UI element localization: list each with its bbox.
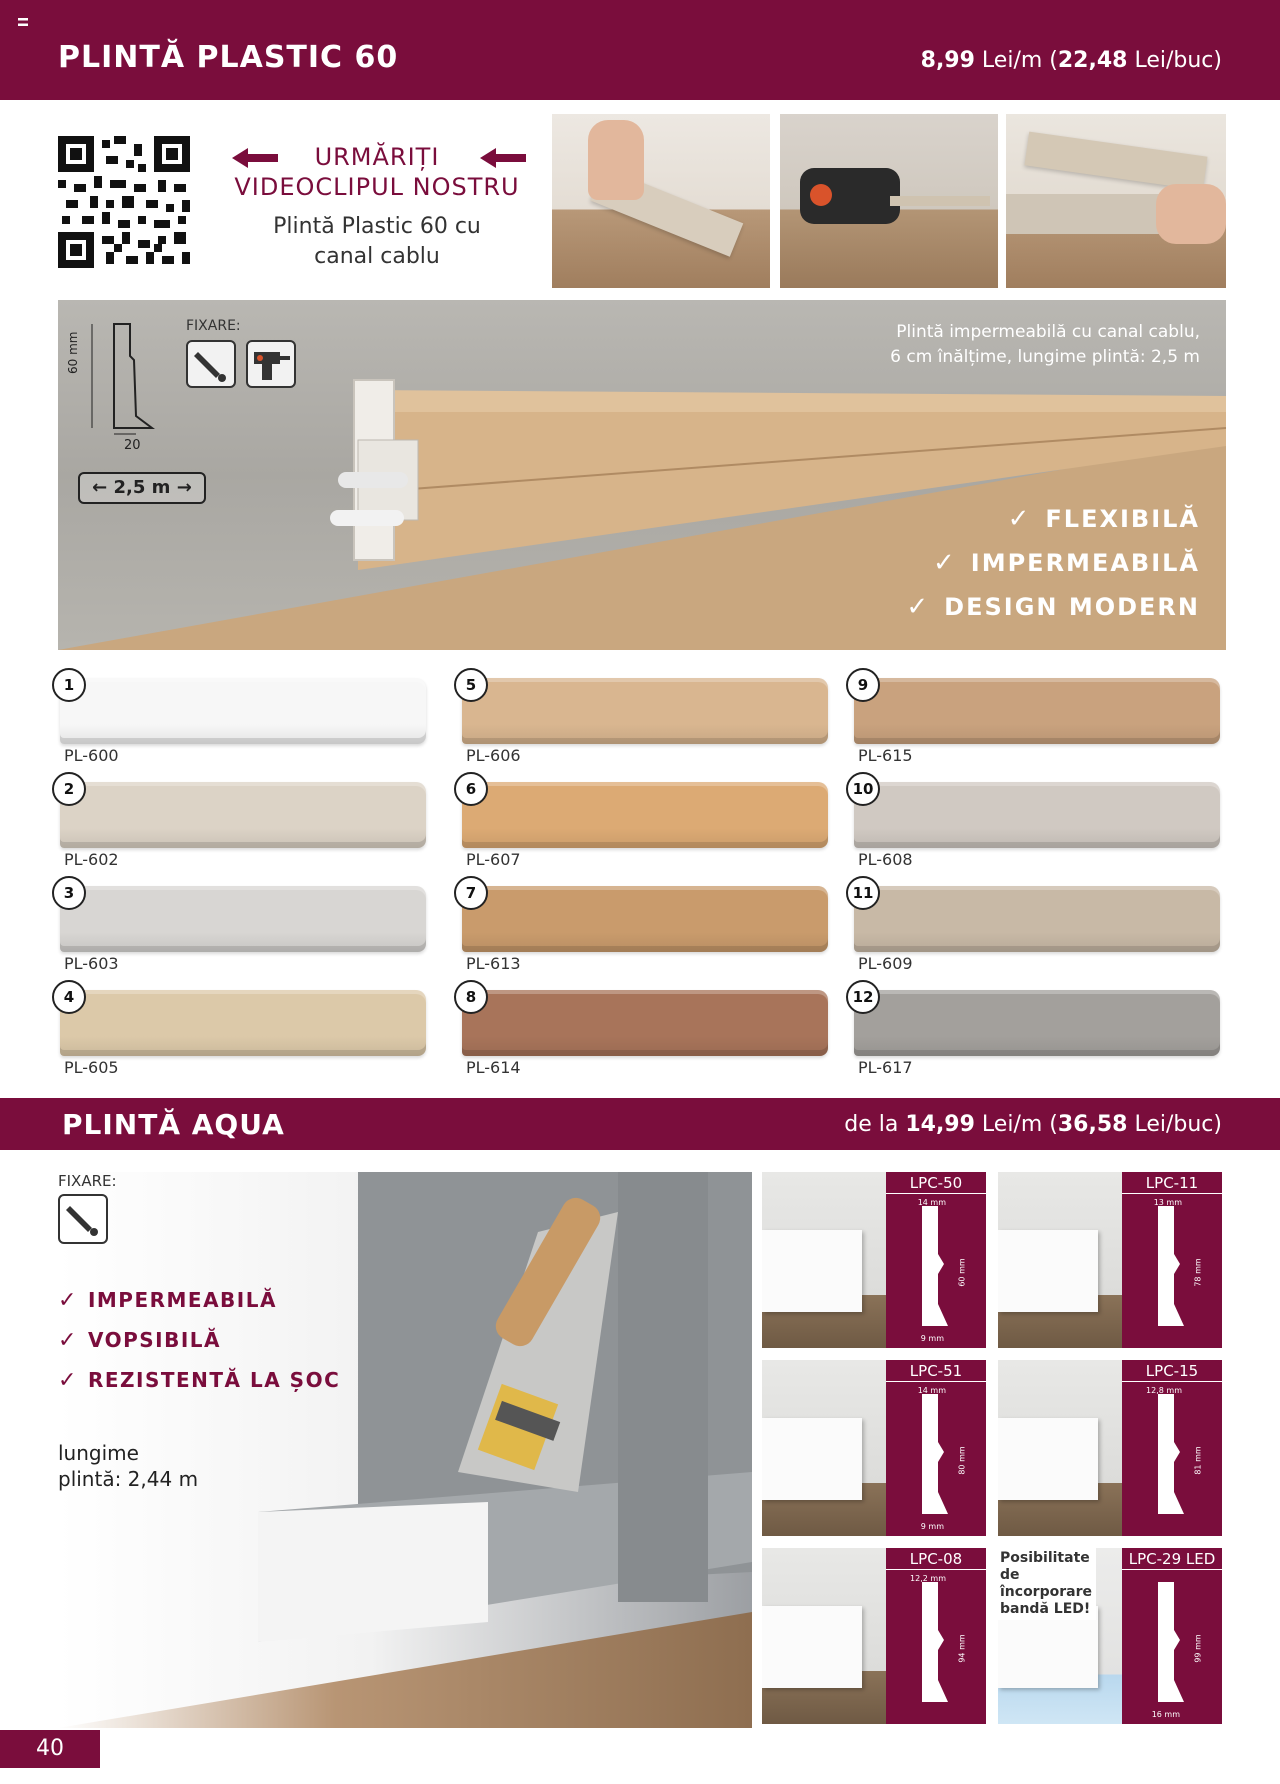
- height-dimension: 60 mm: [66, 331, 80, 374]
- profile-photo: [762, 1606, 862, 1688]
- hero-image: [58, 300, 1226, 650]
- swatch-code: PL-602: [64, 850, 119, 869]
- swatch-number: 7: [454, 876, 488, 910]
- swatch-color: [854, 886, 1220, 952]
- section-header-aqua: [0, 1098, 1280, 1150]
- swatch-code: PL-600: [64, 746, 119, 765]
- swatch-code: PL-617: [858, 1058, 913, 1077]
- swatch-number: 1: [52, 668, 86, 702]
- swatch-color: [462, 886, 828, 952]
- profile-height-dimension: 81 mm: [1193, 1446, 1203, 1475]
- profile-top-dimension: 12,8 mm: [1146, 1386, 1182, 1395]
- check-icon: ✓: [58, 1368, 78, 1393]
- swatch-item[interactable]: [52, 876, 432, 974]
- swatch-item[interactable]: [846, 980, 1226, 1078]
- glue-icon: [58, 1194, 108, 1244]
- swatch-item[interactable]: [454, 772, 834, 870]
- profile-bottom-dimension: 9 mm: [920, 1334, 944, 1343]
- profile-bottom-dimension: 16 mm: [1151, 1710, 1180, 1719]
- swatch-number: 11: [846, 876, 880, 910]
- swatch-color: [462, 782, 828, 848]
- swatch-number: 5: [454, 668, 488, 702]
- profile-shape-icon: [1122, 1570, 1222, 1724]
- profile-height-dimension: 78 mm: [1193, 1258, 1203, 1287]
- qr-code[interactable]: [58, 136, 190, 268]
- width-dimension: 20: [124, 438, 141, 453]
- profile-code: LPC-15: [1122, 1360, 1222, 1382]
- section-header-plastic-60: [0, 0, 1280, 100]
- profile-drawing: [78, 320, 188, 450]
- swatch-item[interactable]: [52, 772, 432, 870]
- feature-waterproof: ✓ IMPERMEABILĂ: [58, 1288, 277, 1313]
- feature-flexible: ✓ FLEXIBILĂ: [1007, 504, 1200, 534]
- led-note: Posibilitate de încorporare bandă LED!: [996, 1548, 1096, 1620]
- profile-bottom-dimension: 9 mm: [920, 1522, 944, 1531]
- check-icon: ✓: [58, 1288, 78, 1313]
- section-title: PLINTĂ AQUA: [62, 1108, 285, 1141]
- fix-label: FIXARE:: [58, 1172, 117, 1190]
- installation-photo-1: [552, 114, 770, 288]
- profile-code: LPC-08: [886, 1548, 986, 1570]
- video-subtitle: Plintă Plastic 60 cu canal cablu: [273, 214, 481, 269]
- swatch-code: PL-605: [64, 1058, 119, 1077]
- swatch-color: [60, 782, 426, 848]
- profile-card[interactable]: [762, 1360, 986, 1536]
- swatch-color: [854, 990, 1220, 1056]
- swatch-number: 10: [846, 772, 880, 806]
- swatch-code: PL-607: [466, 850, 521, 869]
- swatch-code: PL-613: [466, 954, 521, 973]
- swatch-number: 9: [846, 668, 880, 702]
- swatch-item[interactable]: [52, 980, 432, 1078]
- profile-shape-icon: [1122, 1382, 1222, 1536]
- profile-card[interactable]: [762, 1548, 986, 1724]
- swatch-number: 3: [52, 876, 86, 910]
- profile-card[interactable]: [998, 1360, 1222, 1536]
- profile-top-dimension: 12,2 mm: [910, 1574, 946, 1583]
- installation-photo-3: [1006, 114, 1226, 288]
- price: 8,99 Lei/m (22,48 Lei/buc): [920, 48, 1222, 73]
- swatch-code: PL-606: [466, 746, 521, 765]
- swatch-item[interactable]: [846, 668, 1226, 766]
- swatch-color: [60, 990, 426, 1056]
- swatch-code: PL-608: [858, 850, 913, 869]
- check-icon: ✓: [906, 592, 931, 622]
- swatch-item[interactable]: [52, 668, 432, 766]
- flag-icon: [18, 18, 28, 26]
- feature-waterproof: ✓ IMPERMEABILĂ: [932, 548, 1200, 578]
- profile-shape-icon: [886, 1570, 986, 1724]
- profile-height-dimension: 60 mm: [957, 1258, 967, 1287]
- feature-shock-resistant: ✓ REZISTENTĂ LA ȘOC: [58, 1368, 341, 1393]
- swatch-code: PL-603: [64, 954, 119, 973]
- glue-icon: [186, 340, 236, 388]
- swatch-color: [60, 886, 426, 952]
- check-icon: ✓: [58, 1328, 78, 1353]
- profile-shape-icon: [1122, 1194, 1222, 1348]
- page-number: 40: [0, 1730, 100, 1768]
- aqua-length: lungime plintă: 2,44 m: [58, 1441, 199, 1491]
- video-callout[interactable]: URMĂRIȚI VIDEOCLIPUL NOSTRU: [234, 143, 520, 201]
- fix-label: FIXARE:: [186, 318, 241, 334]
- profile-top-dimension: 13 mm: [1153, 1198, 1182, 1207]
- swatch-color: [854, 782, 1220, 848]
- price: de la 14,99 Lei/m (36,58 Lei/buc): [844, 1112, 1222, 1137]
- profile-photo: [998, 1230, 1098, 1312]
- hero-description: Plintă impermeabilă cu canal cablu, 6 cm înălțime, lungime plintă: 2,5 m: [890, 322, 1200, 367]
- installation-photo-2: [780, 114, 998, 288]
- swatch-number: 6: [454, 772, 488, 806]
- length-badge: ← 2,5 m →: [78, 472, 206, 504]
- swatch-number: 12: [846, 980, 880, 1014]
- swatch-number: 2: [52, 772, 86, 806]
- profile-top-dimension: 14 mm: [917, 1198, 946, 1207]
- drill-icon: [246, 340, 296, 388]
- profile-card[interactable]: [998, 1172, 1222, 1348]
- swatch-color: [60, 678, 426, 744]
- swatch-number: 8: [454, 980, 488, 1014]
- profile-shape-icon: [886, 1382, 986, 1536]
- profile-height-dimension: 94 mm: [957, 1634, 967, 1663]
- profile-height-dimension: 99 mm: [1193, 1634, 1203, 1663]
- check-icon: ✓: [932, 548, 957, 578]
- profile-top-dimension: 14 mm: [917, 1386, 946, 1395]
- profile-card[interactable]: [762, 1172, 986, 1348]
- swatch-color: [462, 990, 828, 1056]
- swatch-color: [462, 678, 828, 744]
- swatch-item[interactable]: [454, 876, 834, 974]
- swatch-code: PL-614: [466, 1058, 521, 1077]
- swatch-code: PL-609: [858, 954, 913, 973]
- swatch-item[interactable]: [454, 668, 834, 766]
- profile-height-dimension: 80 mm: [957, 1446, 967, 1475]
- profile-code: LPC-50: [886, 1172, 986, 1194]
- section-title: PLINTĂ PLASTIC 60: [58, 40, 399, 75]
- swatch-item[interactable]: [454, 980, 834, 1078]
- swatch-code: PL-615: [858, 746, 913, 765]
- feature-paintable: ✓ VOPSIBILĂ: [58, 1328, 221, 1353]
- profile-code: LPC-11: [1122, 1172, 1222, 1194]
- swatch-item[interactable]: [846, 772, 1226, 870]
- profile-photo: [762, 1230, 862, 1312]
- profile-photo: [998, 1418, 1098, 1500]
- swatch-number: 4: [52, 980, 86, 1014]
- swatch-color: [854, 678, 1220, 744]
- profile-code: LPC-29 LED: [1122, 1548, 1222, 1570]
- profile-photo: [762, 1418, 862, 1500]
- check-icon: ✓: [1007, 504, 1032, 534]
- profile-shape-icon: [886, 1194, 986, 1348]
- profile-code: LPC-51: [886, 1360, 986, 1382]
- swatch-item[interactable]: [846, 876, 1226, 974]
- feature-modern-design: ✓ DESIGN MODERN: [906, 592, 1200, 622]
